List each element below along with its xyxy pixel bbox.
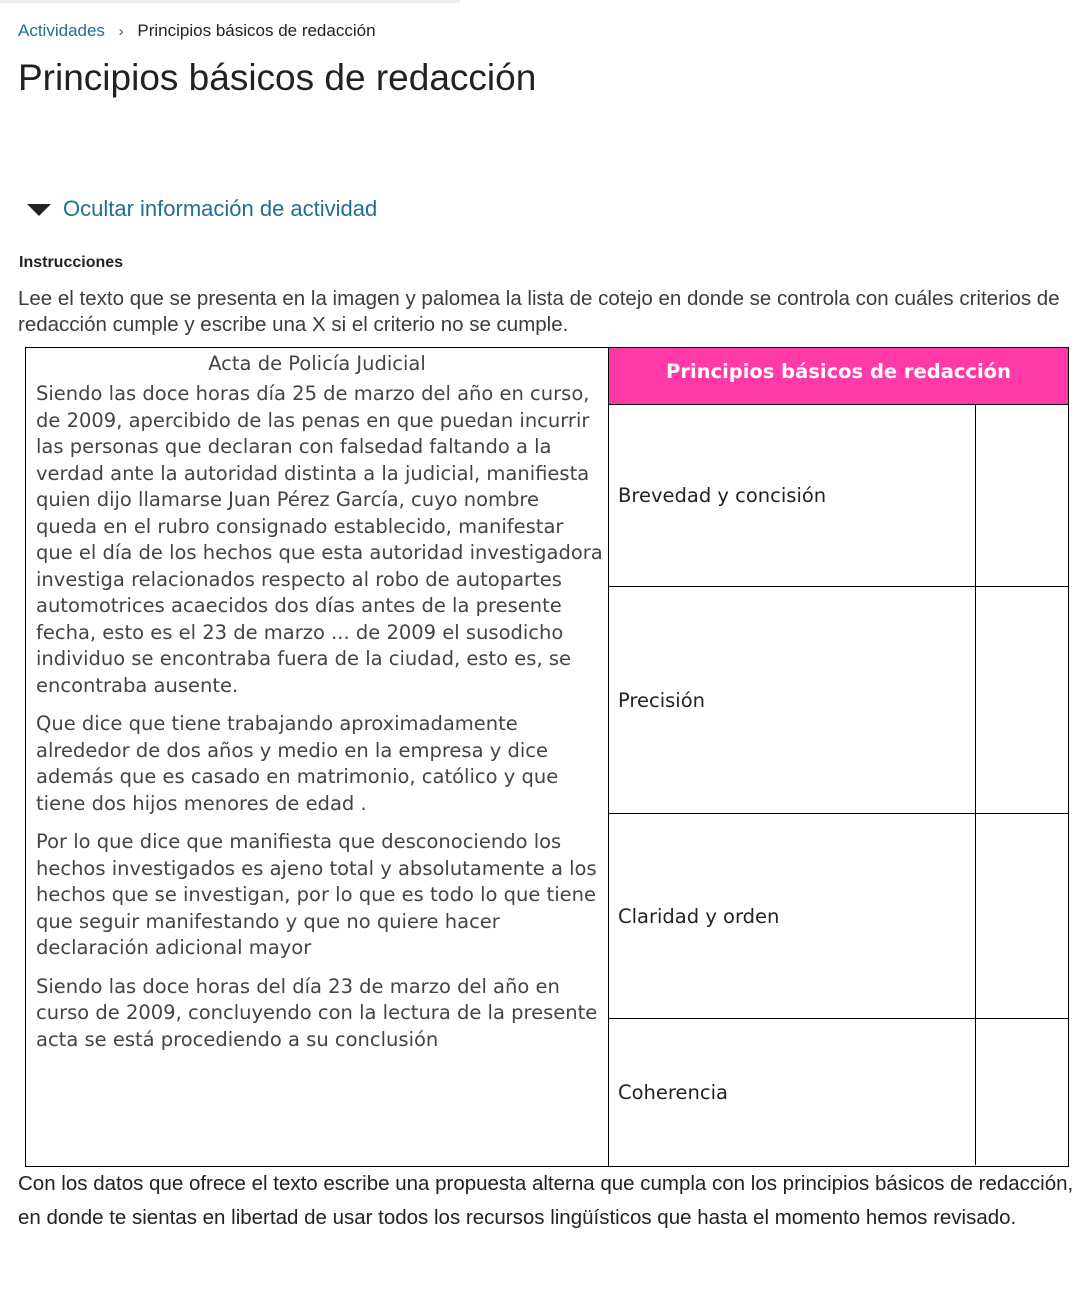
criterion-label: Coherencia [609,1019,976,1165]
activity-info-toggle[interactable] [27,196,377,222]
checklist-table [609,348,1068,1166]
instructions-text: Lee el texto que se presenta en la imagen y palomea la lista de cotejo en donde se controla con cuáles criterios de redacción cumple y escribe una X si el criterio no se cumple. [18,287,1060,336]
criterion-check-cell[interactable] [976,814,1068,1018]
criterion-check-cell[interactable] [976,587,1068,813]
acta-panel [26,348,609,1166]
breadcrumb-current: Principios básicos de redacción [137,21,376,40]
acta-paragraph-4: Siendo las doce horas del día 23 de marzo del año en curso de 2009, concluyendo con la lectura de la presente acta se está procediendo a su conclusión [36,974,598,1051]
acta-title: Acta de Policía Judicial [208,352,426,375]
breadcrumb [18,21,376,41]
criterion-label: Precisión [609,587,976,813]
instructions-heading: Instrucciones [19,254,124,271]
activity-info-toggle-label: Ocultar información de actividad [63,196,378,221]
acta-paragraph-2: Que dice que tiene trabajando aproximadamente alrededor de dos años y medio en la empresa y dice además que es casado en matrimonio, católico y que tiene dos hijos menores de edad . [36,712,559,815]
checklist-row-claridad [609,814,1068,1019]
page-title: Principios básicos de redacción [18,57,537,98]
acta-paragraph-1: Siendo las doce horas día 25 de marzo del año en curso, de 2009, apercibido de las penas en que puedan incurrir las personas que declaran con falsedad faltando a la verdad ante la autoridad distinta a la judicial, manifiesta quien dijo llamarse Juan Pérez García, cuyo nombre queda en el rubro consignado establecido, manifestar que el día de los hechos que esta autoridad investigadora investiga relacionados respecto al robo de autopartes automotrices acaecidos dos días antes de la presente fecha, esto es el 23 de marzo ... de 2009 el susodicho individuo se encontraba fuera de la ciudad, esto es, se encontraba ausente. [36,382,603,697]
top-divider [0,0,460,3]
breadcrumb-link-actividades[interactable]: Actividades [18,21,105,40]
criterion-label: Claridad y orden [609,814,976,1018]
checklist-row-coherencia [609,1019,1068,1165]
breadcrumb-chevron-icon: › [118,23,124,40]
activity-image [25,347,1069,1167]
footer-instructions: Con los datos que ofrece el texto escribe una propuesta alterna que cumpla con los principios básicos de redacción, en donde te sientas en libertad de usar todos los recursos lingüísticos que hasta el momento hemos revisado. [18,1172,1074,1229]
acta-paragraph-3: Por lo que dice que manifiesta que desconociendo los hechos investigados es ajeno total y absolutamente a los hechos que se investigan, por lo que es todo lo que tiene que seguir manifestando y que no quiere hacer declaración adicional mayor [36,830,597,959]
checklist-row-precision [609,587,1068,814]
criterion-label: Brevedad y concisión [609,405,976,586]
criterion-check-cell[interactable] [976,1019,1068,1165]
checklist-header: Principios básicos de redacción [609,348,1068,405]
criterion-check-cell[interactable] [976,405,1068,586]
checklist-row-brevedad [609,405,1068,587]
caret-down-icon [27,204,51,216]
